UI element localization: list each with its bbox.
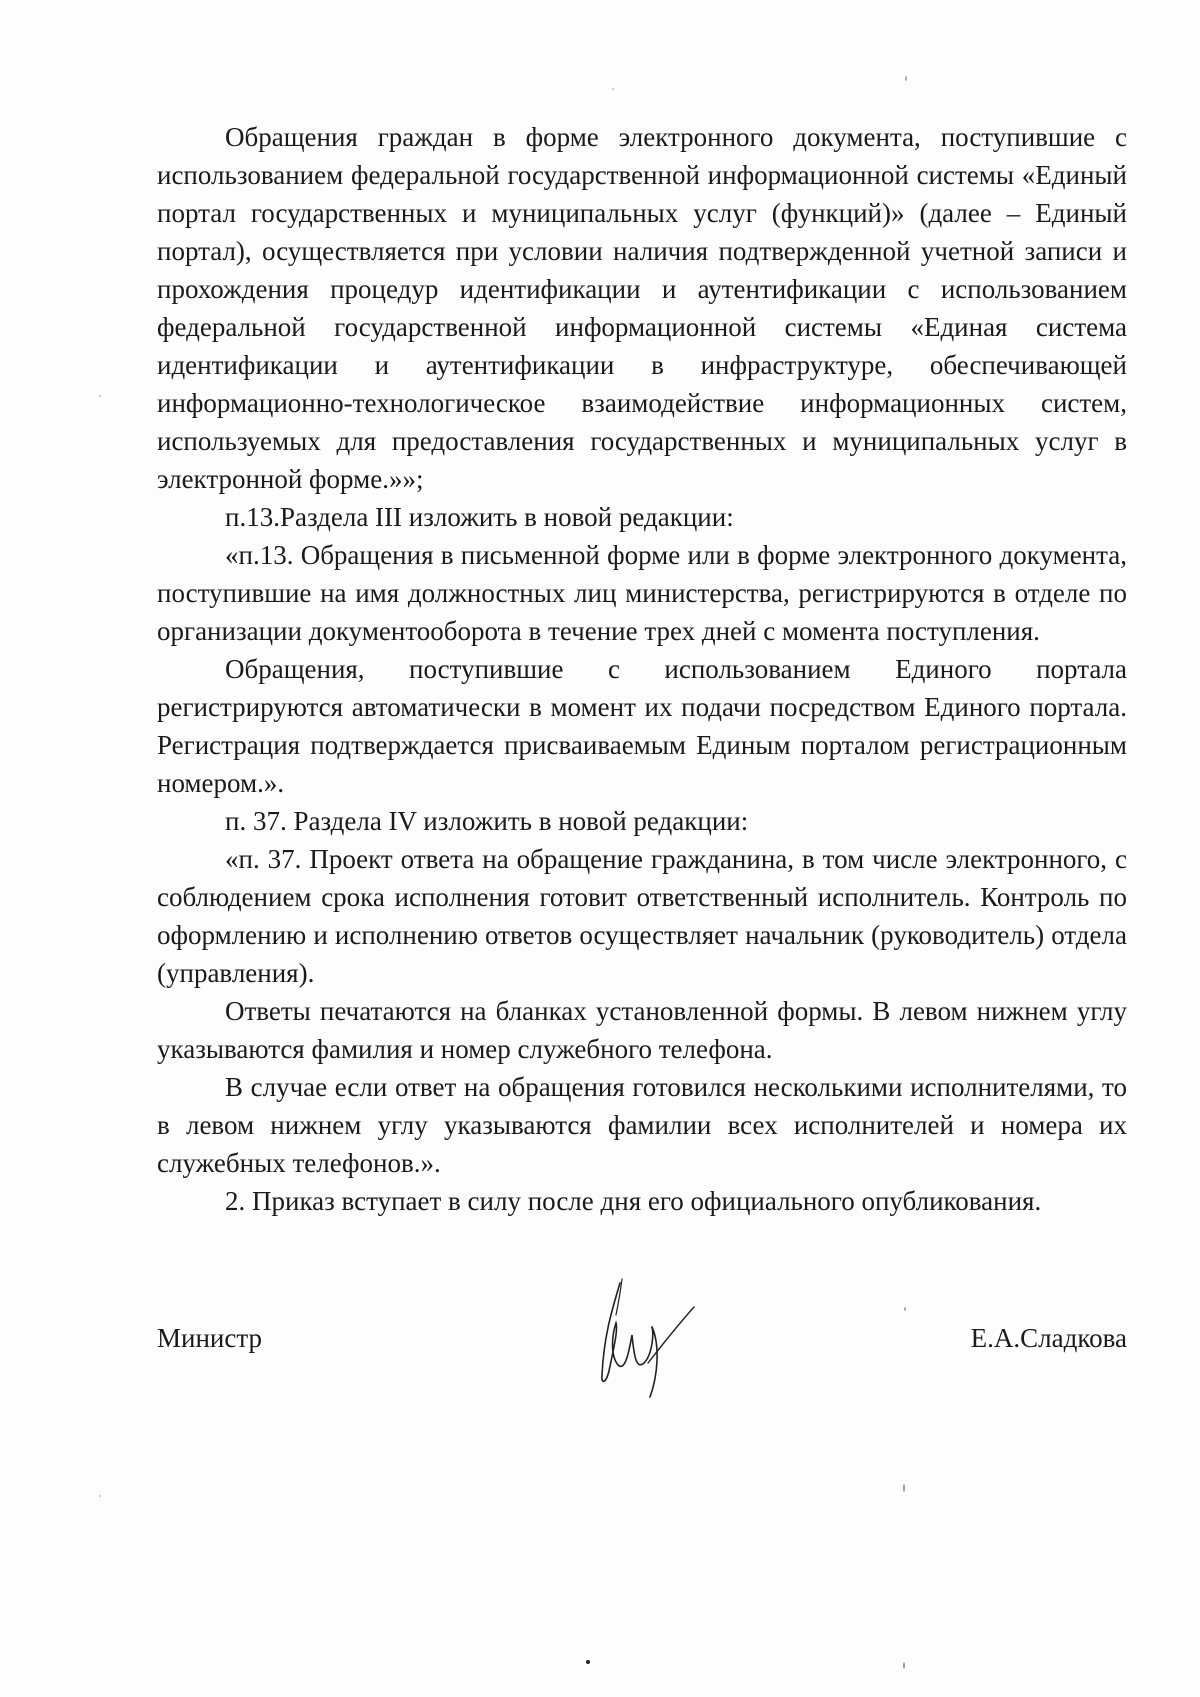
- document-body: [157, 118, 1127, 1220]
- scan-speck: [99, 1495, 101, 1497]
- paragraph-item-37: «п. 37. Проект ответа на обращение гражданина, в том числе электронного, с соблюдением срока исполнения готовит ответственный исполнитель. Контроль по оформлению и исполнению ответов осуществляет начальник (руководитель) отдела (управления).: [157, 844, 1127, 988]
- paragraph-answer-forms: Ответы печатаются на бланках установленной формы. В левом нижнем углу указываются фамилия и номер служебного телефона.: [157, 996, 1127, 1064]
- scan-speck: [903, 1484, 905, 1492]
- paragraph-electronic-appeals: Обращения граждан в форме электронного документа, поступившие с использованием федеральной государственной информационной системы «Единый портал государственных и муниципальных услуг (функций)» (далее – Единый портал), осуществляется при условии наличия подтвержденной учетной записи и прохождения процедур идентификации и аутентификации с использованием федеральной государственной информационной системы «Единая система идентификации и аутентификации в инфраструктуре, обеспечивающей информационно-технологическое взаимодействие информационных систем, используемых для предоставления государственных и муниципальных услуг в электронной форме.»»;: [157, 122, 1127, 494]
- paragraph-section-4-heading: п. 37. Раздела IV изложить в новой редакции:: [225, 806, 749, 836]
- signer-name: Е.А.Сладкова: [970, 1323, 1127, 1353]
- signature-block: [157, 1305, 1127, 1395]
- scan-speck: [903, 1662, 905, 1669]
- handwritten-signature: [582, 1275, 712, 1400]
- paragraph-portal-registration: Обращения, поступившие с использованием Единого портала регистрируются автоматически в момент их подачи посредством Единого портала. Регистрация подтверждается присваиваемым Единым порталом регистрационным номером.».: [157, 654, 1127, 798]
- scan-speck: [586, 1660, 590, 1664]
- paragraph-multiple-executors: В случае если ответ на обращения готовился несколькими исполнителями, то в левом нижнем углу указываются фамилии всех исполнителей и номера их служебных телефонов.».: [157, 1072, 1127, 1178]
- scan-speck: [612, 88, 614, 90]
- scan-speck: [905, 76, 907, 81]
- paragraph-order-effective: 2. Приказ вступает в силу после дня его официального опубликования.: [225, 1186, 1042, 1216]
- paragraph-section-3-heading: п.13.Раздела III изложить в новой редакции:: [225, 502, 734, 532]
- scan-speck: [99, 395, 101, 397]
- scan-speck: [904, 1307, 906, 1311]
- signer-role: Министр: [157, 1323, 262, 1353]
- paragraph-item-13: «п.13. Обращения в письменной форме или в форме электронного документа, поступившие на имя должностных лиц министерства, регистрируются в отделе по организации документооборота в течение трех дней с момента поступления.: [157, 540, 1127, 646]
